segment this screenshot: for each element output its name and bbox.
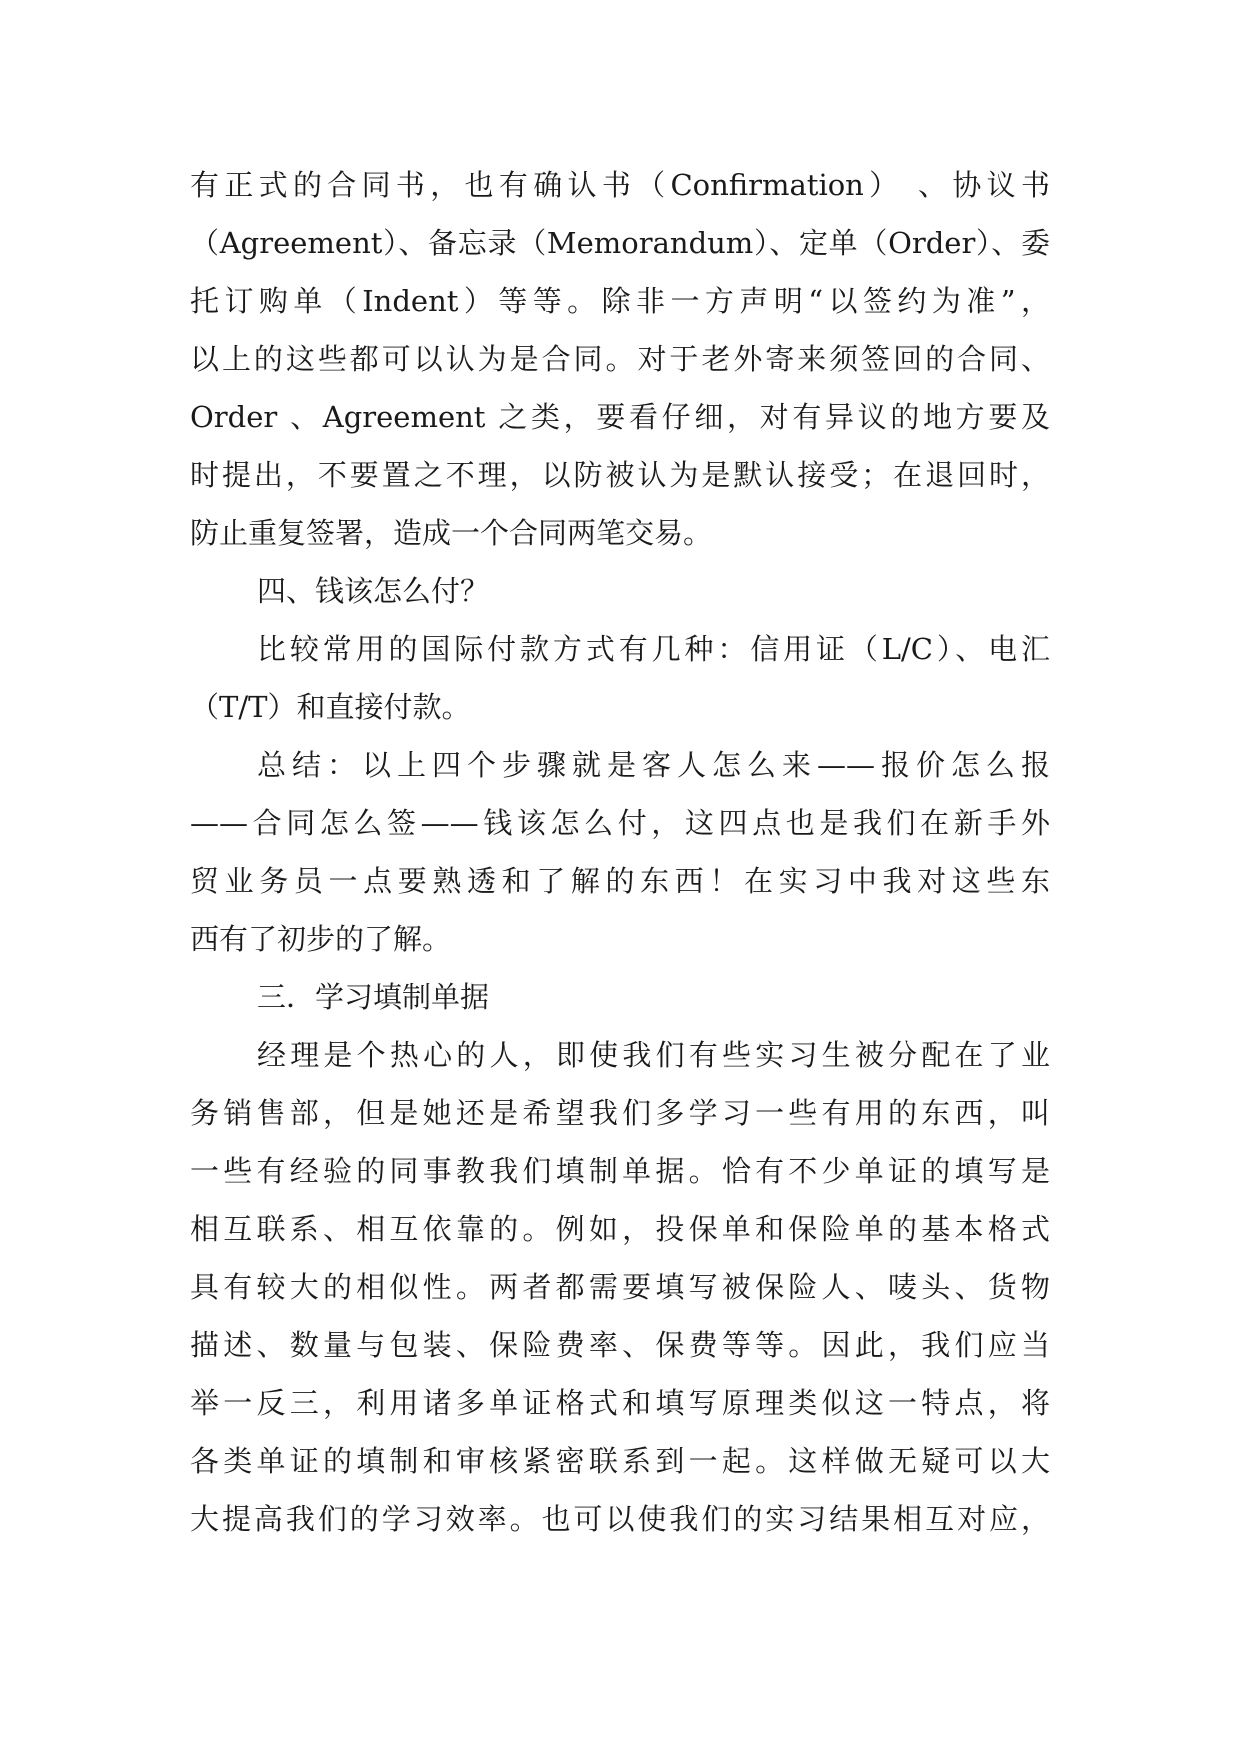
text-line: （Agreement）、备忘录（Memorandum）、定单（Order）、委 [190,226,1050,260]
text-line: 西有了初步的了解。 [190,922,452,956]
text-line: ——合同怎么签——钱该怎么付，这四点也是我们在新手外 [190,806,1050,840]
text-line: 防止重复签署，造成一个合同两笔交易。 [190,516,713,550]
text-line: 时提出，不要置之不理，以防被认为是默认接受；在退回时， [190,458,1050,492]
section-heading: 三．学习填制单据 [257,980,490,1014]
text-line: 大提高我们的学习效率。也可以使我们的实习结果相互对应， [190,1502,1050,1536]
text-line: 相互联系、相互依靠的。例如，投保单和保险单的基本格式 [190,1212,1050,1246]
text-line: 托订购单（Indent）等等。除非一方声明“以签约为准”， [190,284,1050,318]
section-heading: 四、钱该怎么付？ [257,574,490,608]
text-line: 经理是个热心的人，即使我们有些实习生被分配在了业 [257,1038,1050,1072]
text-line: 贸业务员一点要熟透和了解的东西！在实习中我对这些东 [190,864,1050,898]
text-line: 各类单证的填制和审核紧密联系到一起。这样做无疑可以大 [190,1444,1050,1478]
text-line: 以上的这些都可以认为是合同。对于老外寄来须签回的合同、 [190,342,1050,376]
text-line: 务销售部，但是她还是希望我们多学习一些有用的东西，叫 [190,1096,1050,1130]
text-line: Order 、Agreement 之类，要看仔细，对有异议的地方要及 [190,400,1050,434]
text-line: （T/T）和直接付款。 [190,690,471,724]
text-line: 举一反三，利用诸多单证格式和填写原理类似这一特点，将 [190,1386,1050,1420]
text-line: 有正式的合同书，也有确认书（Confirmation） 、协议书 [190,168,1050,202]
text-line: 一些有经验的同事教我们填制单据。恰有不少单证的填写是 [190,1154,1050,1188]
text-line: 比较常用的国际付款方式有几种：信用证（L/C）、电汇 [257,632,1050,666]
text-line: 描述、数量与包装、保险费率、保费等等。因此，我们应当 [190,1328,1050,1362]
text-line: 具有较大的相似性。两者都需要填写被保险人、唛头、货物 [190,1270,1050,1304]
text-line: 总结：以上四个步骤就是客人怎么来——报价怎么报 [257,748,1050,782]
